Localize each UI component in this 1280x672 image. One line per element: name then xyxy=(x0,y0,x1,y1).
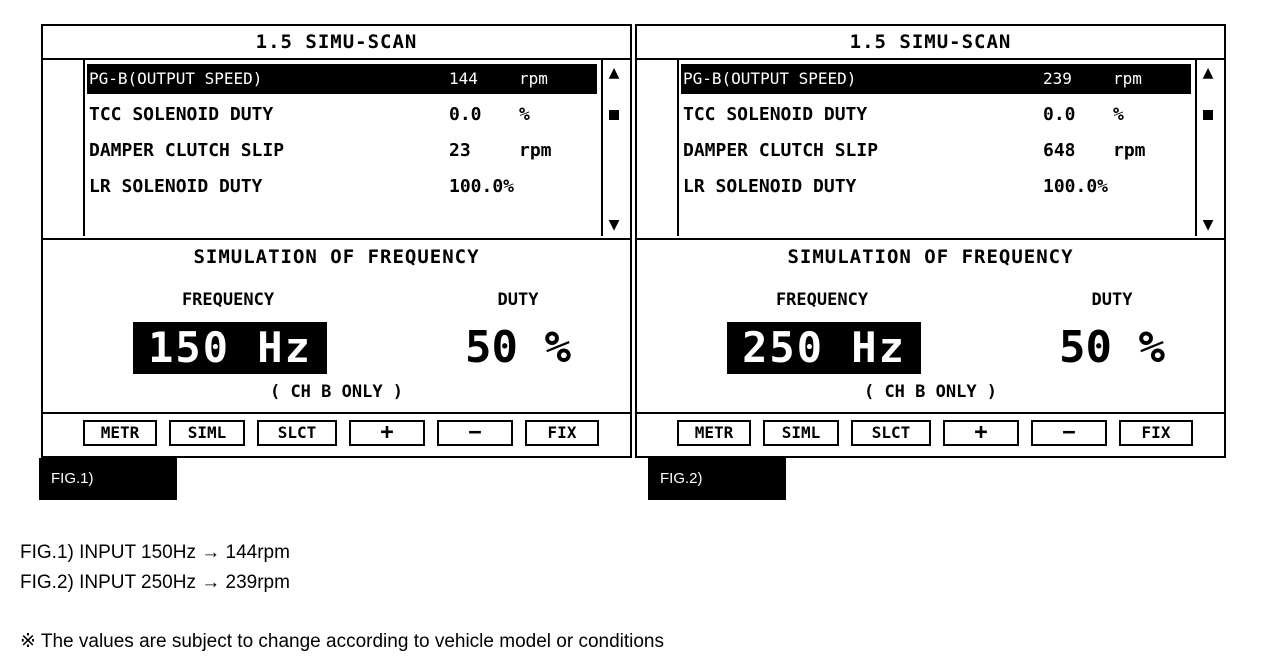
fix-button[interactable]: FIX xyxy=(1119,420,1193,446)
minus-button[interactable]: − xyxy=(1031,420,1107,446)
channel-note: ( CH B ONLY ) xyxy=(863,382,998,402)
frequency-value[interactable]: 250 Hz xyxy=(727,322,921,374)
frequency-value[interactable]: 150 Hz xyxy=(133,322,327,374)
item-name: DAMPER CLUTCH SLIP xyxy=(683,140,879,161)
metr-button[interactable]: METR xyxy=(677,420,751,446)
item-unit: rpm xyxy=(1113,69,1142,88)
frequency-label: FREQUENCY xyxy=(181,290,275,310)
scroll-thumb[interactable] xyxy=(609,110,619,120)
item-value: 0.0 xyxy=(1043,104,1076,125)
caption-fig2: FIG.2) INPUT 250Hz → 239rpm xyxy=(20,572,290,593)
simulation-panel xyxy=(637,238,1224,414)
simulation-title: SIMULATION OF FREQUENCY xyxy=(193,246,480,268)
list-item-selected[interactable] xyxy=(87,64,597,94)
item-value: 0.0 xyxy=(449,104,482,125)
channel-note: ( CH B ONLY ) xyxy=(269,382,404,402)
item-unit: rpm xyxy=(519,69,548,88)
data-list xyxy=(677,60,1197,236)
scroll-down-icon[interactable]: ▼ xyxy=(1202,214,1214,235)
item-name: TCC SOLENOID DUTY xyxy=(683,104,868,125)
list-item-selected[interactable] xyxy=(681,64,1191,94)
simulation-title: SIMULATION OF FREQUENCY xyxy=(787,246,1074,268)
item-value: 100.0% xyxy=(449,176,515,197)
scrollbar[interactable] xyxy=(1192,60,1224,236)
softkey-bar xyxy=(43,412,630,456)
siml-button[interactable]: SIML xyxy=(763,420,839,446)
scan-screen-fig2 xyxy=(635,24,1226,458)
minus-button[interactable]: − xyxy=(437,420,513,446)
item-name: PG-B(OUTPUT SPEED) xyxy=(683,69,857,88)
screen-title: 1.5 SIMU-SCAN xyxy=(43,26,630,60)
list-item[interactable] xyxy=(87,136,597,166)
list-item[interactable] xyxy=(87,100,597,130)
duty-label: DUTY xyxy=(1091,290,1133,310)
slct-button[interactable]: SLCT xyxy=(257,420,337,446)
list-item[interactable] xyxy=(681,100,1191,130)
list-item[interactable] xyxy=(87,172,597,202)
caption-fig1: FIG.1) INPUT 150Hz → 144rpm xyxy=(20,542,290,563)
scroll-up-icon[interactable]: ▲ xyxy=(1202,62,1214,83)
item-name: LR SOLENOID DUTY xyxy=(683,176,857,197)
item-value: 100.0% xyxy=(1043,176,1109,197)
item-value: 648 xyxy=(1043,140,1076,161)
item-unit: % xyxy=(1113,104,1124,125)
list-item[interactable] xyxy=(681,172,1191,202)
figure-label: FIG.1) xyxy=(39,458,177,500)
figure-label: FIG.2) xyxy=(648,458,786,500)
duty-label: DUTY xyxy=(497,290,539,310)
item-name: DAMPER CLUTCH SLIP xyxy=(89,140,285,161)
scroll-thumb[interactable] xyxy=(1203,110,1213,120)
item-value: 23 xyxy=(449,140,471,161)
list-item[interactable] xyxy=(681,136,1191,166)
plus-button[interactable]: + xyxy=(943,420,1019,446)
item-name: LR SOLENOID DUTY xyxy=(89,176,263,197)
duty-value: 50 % xyxy=(465,322,571,373)
item-value: 239 xyxy=(1043,69,1072,88)
item-name: PG-B(OUTPUT SPEED) xyxy=(89,69,263,88)
slct-button[interactable]: SLCT xyxy=(851,420,931,446)
duty-value: 50 % xyxy=(1059,322,1165,373)
item-name: TCC SOLENOID DUTY xyxy=(89,104,274,125)
data-list xyxy=(83,60,603,236)
item-unit: % xyxy=(519,104,530,125)
scroll-down-icon[interactable]: ▼ xyxy=(608,214,620,235)
frequency-label: FREQUENCY xyxy=(775,290,869,310)
simulation-panel xyxy=(43,238,630,414)
scroll-up-icon[interactable]: ▲ xyxy=(608,62,620,83)
softkey-bar xyxy=(637,412,1224,456)
scrollbar[interactable] xyxy=(598,60,630,236)
metr-button[interactable]: METR xyxy=(83,420,157,446)
scan-screen-fig1 xyxy=(41,24,632,458)
fix-button[interactable]: FIX xyxy=(525,420,599,446)
item-unit: rpm xyxy=(1113,140,1146,161)
screen-title: 1.5 SIMU-SCAN xyxy=(637,26,1224,60)
item-value: 144 xyxy=(449,69,478,88)
item-unit: rpm xyxy=(519,140,552,161)
caption-note: ※ The values are subject to change according to vehicle model or conditions xyxy=(20,631,664,652)
siml-button[interactable]: SIML xyxy=(169,420,245,446)
plus-button[interactable]: + xyxy=(349,420,425,446)
